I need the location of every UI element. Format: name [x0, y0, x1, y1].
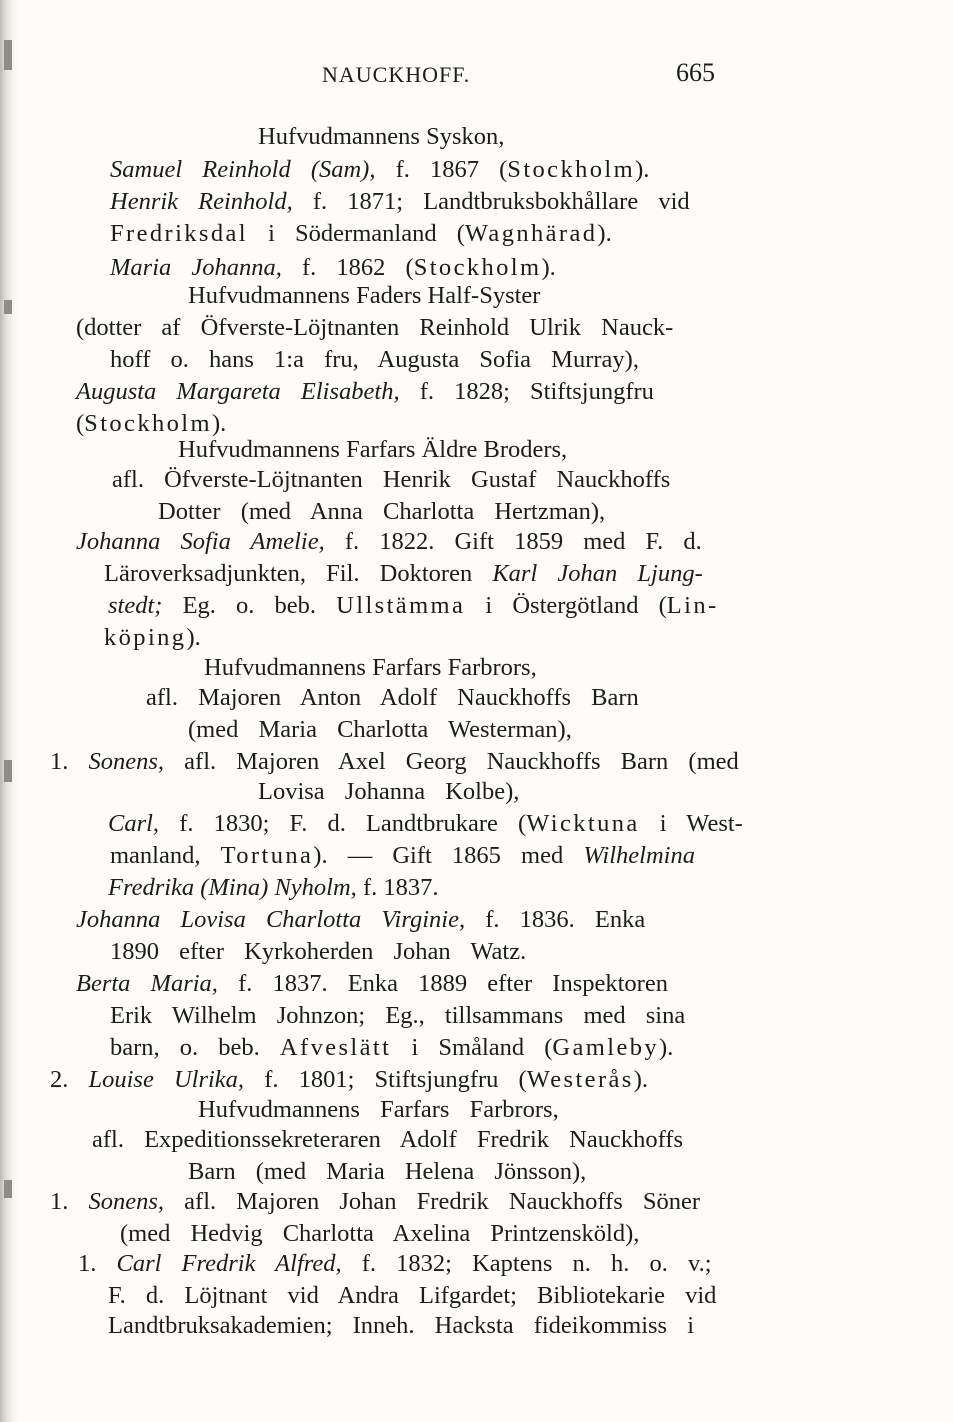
- text-segment: f. 1867 (: [375, 156, 508, 183]
- spaced-segment: Ullstämma: [336, 592, 466, 619]
- text-segment: ).: [659, 1034, 674, 1061]
- italic-segment: Carl,: [108, 810, 160, 837]
- page-number: 665: [676, 58, 715, 87]
- text-line: [110, 936, 526, 968]
- text-segment: i Södermanland (: [248, 220, 465, 247]
- text-segment: f. 1801; Stiftsjungfru (: [244, 1066, 527, 1093]
- text-line: [108, 590, 719, 622]
- text-line: [76, 312, 673, 344]
- text-segment: Erik Wilhelm Johnzon; Eg., tillsammans med sina: [110, 1002, 686, 1029]
- text-segment: f. 1836. Enka: [465, 906, 646, 933]
- text-segment: f. 1828; Stiftsjungfru: [399, 378, 654, 405]
- text-segment: Hufvudmannens Farfars Farbrors,: [204, 654, 537, 681]
- text-segment: f. 1832; Kaptens n. h. o. v.;: [341, 1250, 712, 1277]
- spaced-segment: köping: [104, 624, 187, 651]
- italic-segment: Sonens,: [88, 1188, 165, 1215]
- text-segment: Eg. o. beb.: [162, 592, 337, 619]
- text-segment: Dotter (med Anna Charlotta Hertzman),: [158, 498, 606, 525]
- text-line: [112, 464, 670, 496]
- text-line: [146, 682, 639, 714]
- text-segment: 1.: [78, 1250, 117, 1277]
- text-line: [110, 1000, 685, 1032]
- text-segment: f. 1837. Enka 1889 efter Inspektoren: [217, 970, 668, 997]
- text-line: [108, 808, 743, 840]
- spaced-segment: Gamleby: [552, 1034, 660, 1061]
- text-line: [110, 218, 612, 250]
- text-segment: f. 1862 (: [281, 254, 414, 281]
- text-line: [110, 1032, 673, 1064]
- text-segment: Hufvudmannens Farfars Äldre Broders,: [178, 436, 568, 463]
- text-line: [188, 280, 540, 312]
- spaced-segment: Afveslätt: [279, 1034, 392, 1061]
- spaced-segment: Stockholm: [413, 254, 542, 281]
- italic-segment: Henrik Reinhold,: [110, 188, 293, 215]
- text-segment: Hufvudmannens Faders Half-Syster: [188, 282, 541, 309]
- text-line: [258, 121, 504, 153]
- text-line: [108, 1310, 694, 1342]
- italic-segment: Samuel Reinhold (Sam),: [110, 156, 376, 183]
- spaced-segment: Wicktuna: [526, 810, 640, 837]
- spaced-segment: Westerås: [526, 1066, 634, 1093]
- text-line: [104, 558, 703, 590]
- spaced-segment: Fredriksdal: [110, 220, 248, 247]
- text-segment: (med Maria Charlotta Westerman),: [188, 716, 572, 743]
- italic-segment: Sonens,: [88, 748, 165, 775]
- text-line: [50, 746, 739, 778]
- spaced-segment: Wagnhärad: [464, 220, 598, 247]
- text-segment: Läroverksadjunkten, Fil. Doktoren: [104, 560, 493, 587]
- spaced-segment: Lin-: [666, 592, 719, 619]
- spaced-segment: Tortuna: [220, 842, 314, 869]
- running-title: NAUCKHOFF.: [322, 62, 471, 87]
- text-line: [76, 904, 645, 936]
- text-segment: afl. Öfverste-Löjtnanten Henrik Gustaf Nauckhoffs: [112, 466, 671, 493]
- text-line: [158, 496, 605, 528]
- text-segment: ).: [186, 624, 201, 651]
- italic-segment: Berta Maria,: [76, 970, 218, 997]
- text-segment: (: [76, 410, 85, 437]
- text-line: [108, 872, 438, 904]
- text-segment: Hufvudmannens Farfars Farbrors,: [198, 1096, 559, 1123]
- text-line: [92, 1124, 683, 1156]
- text-line: [110, 186, 690, 218]
- text-segment: (dotter af Öfverste-Löjtnanten Reinhold Ulrik Nauck-: [76, 314, 674, 341]
- italic-segment: Augusta Margareta Elisabeth,: [76, 378, 400, 405]
- text-segment: afl. Expeditionssekreteraren Adolf Fredrik Nauckhoffs: [92, 1126, 683, 1153]
- italic-segment: Louise Ulrika,: [88, 1066, 245, 1093]
- text-segment: ).: [597, 220, 612, 247]
- text-line: [188, 714, 572, 746]
- text-line: [50, 1064, 648, 1096]
- text-line: [258, 776, 519, 808]
- text-line: [76, 968, 668, 1000]
- italic-segment: Johanna Sofia Amelie,: [76, 528, 325, 555]
- text-segment: ).: [211, 410, 227, 437]
- text-segment: Barn (med Maria Helena Jönsson),: [188, 1158, 587, 1185]
- text-segment: f. 1822. Gift 1859 med F. d.: [324, 528, 702, 555]
- text-segment: Landtbruksakademien; Inneh. Hacksta fideikommiss i: [108, 1312, 695, 1339]
- text-segment: ).: [541, 254, 556, 281]
- italic-segment: Wilhelmina: [583, 842, 695, 869]
- text-segment: (med Hedvig Charlotta Axelina Printzensköld),: [120, 1220, 640, 1247]
- text-line: [198, 1094, 559, 1126]
- text-segment: hoff o. hans 1:a fru, Augusta Sofia Murray),: [110, 346, 639, 373]
- text-line: [110, 344, 639, 376]
- spaced-segment: Stockholm: [84, 410, 212, 437]
- text-line: [110, 840, 695, 872]
- text-segment: afl. Majoren Axel Georg Nauckhoffs Barn (med: [164, 748, 739, 775]
- text-segment: 1.: [50, 748, 89, 775]
- text-segment: afl. Majoren Johan Fredrik Nauckhoffs Söner: [164, 1188, 701, 1215]
- text-segment: i Småland (: [391, 1034, 553, 1061]
- text-segment: manland,: [110, 842, 221, 869]
- text-line: [76, 526, 702, 558]
- text-line: [76, 376, 654, 408]
- italic-segment: Carl Fredrik Alfred,: [116, 1250, 342, 1277]
- text-line: [188, 1156, 586, 1188]
- text-segment: f. 1871; Landtbruksbokhållare vid: [292, 188, 690, 215]
- text-line: [108, 1280, 716, 1312]
- italic-segment: Karl Johan Ljung-: [492, 560, 703, 587]
- text-segment: afl. Majoren Anton Adolf Nauckhoffs Barn: [146, 684, 639, 711]
- text-line: [104, 622, 201, 654]
- text-line: [204, 652, 537, 684]
- text-line: [110, 154, 649, 186]
- text-segment: f. 1830; F. d. Landtbrukare (: [159, 810, 527, 837]
- text-segment: F. d. Löjtnant vid Andra Lifgardet; Bibliotekarie vid: [108, 1282, 717, 1309]
- text-segment: ). — Gift 1865 med: [313, 842, 584, 869]
- text-segment: 1.: [50, 1188, 89, 1215]
- text-line: [78, 1248, 712, 1280]
- text-line: [178, 434, 567, 466]
- text-segment: barn, o. beb.: [110, 1034, 280, 1061]
- text-segment: f. 1837.: [356, 874, 439, 901]
- italic-segment: stedt;: [108, 592, 163, 619]
- spaced-segment: Stockholm: [507, 156, 636, 183]
- text-segment: i Östergötland (: [465, 592, 667, 619]
- italic-segment: Fredrika (Mina) Nyholm,: [108, 874, 357, 901]
- text-line: [50, 1186, 700, 1218]
- text-line: [120, 1218, 639, 1250]
- text-segment: ).: [635, 156, 650, 183]
- text-segment: 1890 efter Kyrkoherden Johan Watz.: [110, 938, 527, 965]
- text-segment: ).: [633, 1066, 649, 1093]
- italic-segment: Maria Johanna,: [110, 254, 282, 281]
- italic-segment: Johanna Lovisa Charlotta Virginie,: [76, 906, 466, 933]
- text-segment: Lovisa Johanna Kolbe),: [258, 778, 520, 805]
- text-segment: i West-: [639, 810, 743, 837]
- text-segment: Hufvudmannens Syskon,: [258, 123, 505, 150]
- text-segment: 2.: [50, 1066, 89, 1093]
